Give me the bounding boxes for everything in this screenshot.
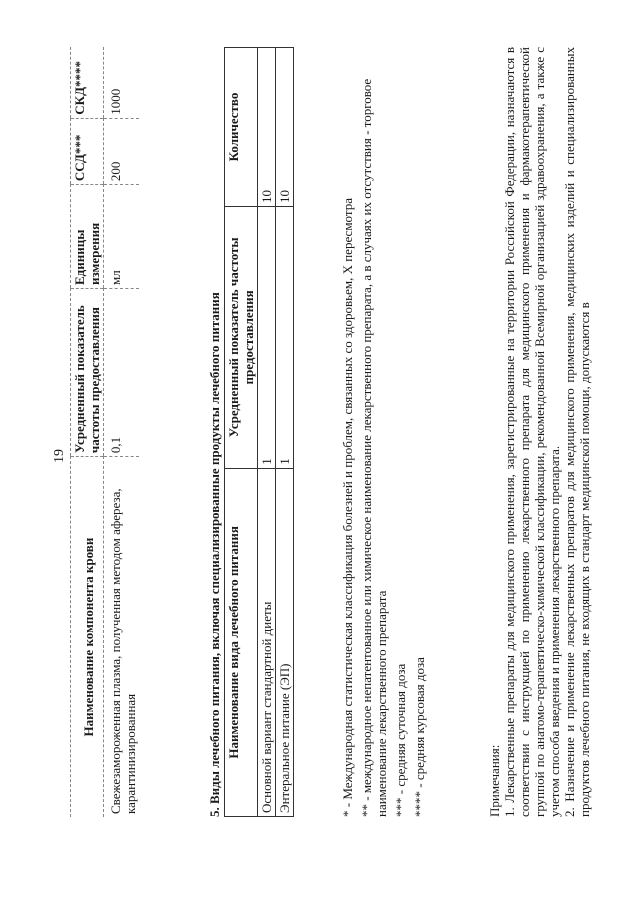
section-title: 5. Виды лечебного питания, включая специализированные продукты лечебного питания bbox=[207, 292, 222, 817]
remark-item: 2. Назначение и применение лекарственных препаратов для медицинского применения, медицинских изделий и специализированных продуктов лечебного питания, не входящих в стандарт медицинской помощи, допускаются в bbox=[562, 47, 592, 817]
header-frequency: Усредненный показатель частоты предоставления bbox=[71, 289, 104, 457]
table-header-row bbox=[71, 47, 104, 817]
footnote: ** - международное непатентованное или химическое наименование лекарственного препарата, а в случаях их отсутствия - торговое наименование лекарственного препарата bbox=[359, 78, 389, 817]
cell-nutrition-type: Энтеральное питание (ЭП) bbox=[276, 468, 294, 816]
nutrition-table bbox=[224, 47, 294, 817]
cell-skd: 1000 bbox=[104, 47, 140, 118]
table-header-row bbox=[225, 48, 258, 817]
table-row bbox=[104, 47, 140, 817]
header-skd: СКД**** bbox=[71, 47, 104, 118]
cell-frequency: 0,1 bbox=[104, 289, 140, 457]
footnote: * - Международная статистическая классификация болезней и проблем, связанных со здоровьем, X пересмотра bbox=[340, 198, 355, 817]
blood-component-table bbox=[70, 47, 139, 817]
table-row bbox=[258, 48, 276, 817]
header-frequency: Усредненный показатель частоты предоставления bbox=[225, 207, 258, 469]
header-units: Единицы измерения bbox=[71, 185, 104, 289]
cell-component: Свежезамороженная плазма, полученная методом афереза, карантинизированная bbox=[108, 488, 138, 814]
header-component-name: Наименование компонента крови bbox=[71, 457, 104, 817]
footnote: *** - средняя суточная доза bbox=[393, 663, 408, 817]
page-number: 19 bbox=[52, 449, 67, 463]
header-quantity: Количество bbox=[225, 48, 258, 207]
remark-item: 1. Лекарственные препараты для медицинского применения, зарегистрированные на территории Российской Федерации, назначаются в соответствии с инструкцией по применению лекарственного препарата для медицинского применения и фармакотерапевтической группой по анатомо-терапевтическо-химической классификации, рекомендованной Всемирной организацией здравоохранения, а также с учетом способа введения и применения лекарственного препарата. bbox=[502, 47, 562, 817]
footnotes bbox=[340, 57, 431, 817]
cell-quantity: 10 bbox=[258, 48, 276, 207]
cell-frequency: 1 bbox=[258, 207, 276, 469]
cell-quantity: 10 bbox=[276, 48, 294, 207]
table-row bbox=[276, 48, 294, 817]
remarks bbox=[487, 47, 592, 817]
cell-ssd: 200 bbox=[104, 118, 140, 184]
cell-nutrition-type: Основной вариант стандартной диеты bbox=[258, 468, 276, 816]
cell-frequency: 1 bbox=[276, 207, 294, 469]
remarks-title: Примечания: bbox=[487, 744, 502, 817]
footnote: **** - средняя курсовая доза bbox=[412, 657, 427, 817]
cell-units: мл bbox=[104, 185, 140, 289]
header-nutrition-type: Наименование вида лечебного питания bbox=[225, 468, 258, 816]
header-ssd: ССД*** bbox=[71, 118, 104, 184]
